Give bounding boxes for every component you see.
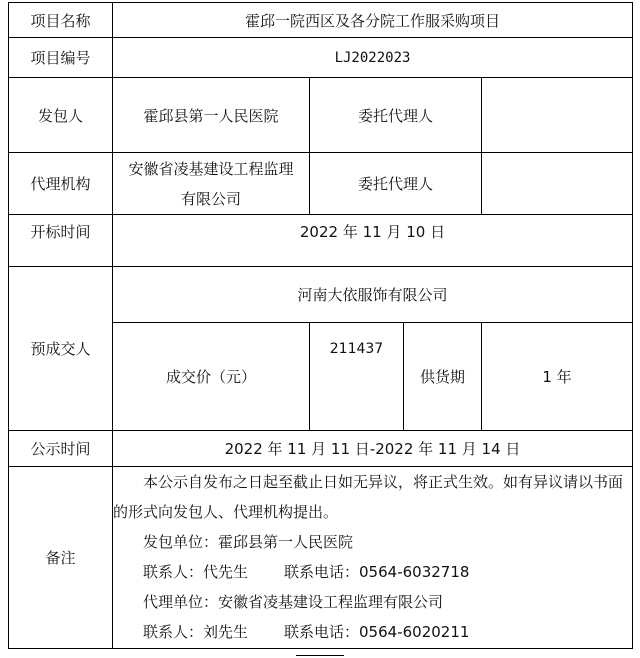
winner-label: 预成交人	[9, 267, 113, 431]
row-winner-company	[9, 267, 633, 323]
agency-value	[113, 153, 310, 215]
row-remarks	[9, 467, 633, 649]
agency-value-line2: 有限公司	[180, 189, 241, 208]
agency-agent-value	[482, 153, 633, 215]
bid-open-value: 2022 年 11 月 10 日	[113, 215, 633, 267]
remarks-issuer-contact: 联系人：代先生	[143, 563, 249, 581]
agency-value-line1: 安徽省凌基建设工程监理	[128, 159, 294, 178]
price-label: 成交价（元）	[113, 323, 310, 431]
project-name-value: 霍邱一院西区及各分院工作服采购项目	[113, 3, 633, 38]
project-no-label: 项目编号	[9, 38, 113, 78]
procurement-notice-table	[8, 2, 633, 649]
agency-label: 代理机构	[9, 153, 113, 215]
publicity-value: 2022 年 11 月 11 日-2022 年 11 月 14 日	[113, 431, 633, 467]
remarks-agency-contact-line	[113, 617, 632, 647]
price-value: 211437	[310, 323, 404, 431]
remarks-label: 备注	[9, 467, 113, 649]
remarks-agency-phone: 联系电话：0564-6020211	[284, 623, 470, 641]
remarks-issuer-unit: 发包单位：霍邱县第一人民医院	[143, 533, 354, 551]
project-name-label: 项目名称	[9, 3, 113, 38]
row-project-no	[9, 38, 633, 78]
issuer-label: 发包人	[9, 78, 113, 153]
remarks-agency-unit: 代理单位：安徽省凌基建设工程监理有限公司	[143, 593, 444, 611]
publicity-label: 公示时间	[9, 431, 113, 467]
project-no-value: LJ2022023	[113, 38, 633, 78]
issuer-agent-value	[482, 78, 633, 153]
row-agency	[9, 153, 633, 215]
remarks-issuer-contact-line	[113, 557, 632, 587]
remarks-content	[113, 467, 633, 649]
agency-agent-label: 委托代理人	[310, 153, 482, 215]
winner-company: 河南大依服饰有限公司	[113, 267, 633, 323]
row-issuer	[9, 78, 633, 153]
supply-label: 供货期	[404, 323, 482, 431]
issuer-value: 霍邱县第一人民医院	[113, 78, 310, 153]
issuer-agent-label: 委托代理人	[310, 78, 482, 153]
bottom-edge-marks	[296, 655, 344, 656]
row-publicity	[9, 431, 633, 467]
supply-value: 1 年	[482, 323, 633, 431]
remarks-paragraph: 本公示自发布之日起至截止日如无异议，将正式生效。如有异议请以书面的形式向发包人、代理机构提出。	[113, 473, 624, 521]
remarks-agency-contact: 联系人：刘先生	[143, 623, 249, 641]
row-bid-open	[9, 215, 633, 267]
row-project-name	[9, 3, 633, 38]
bid-open-label: 开标时间	[9, 215, 113, 267]
remarks-issuer-phone: 联系电话：0564-6032718	[284, 563, 470, 581]
